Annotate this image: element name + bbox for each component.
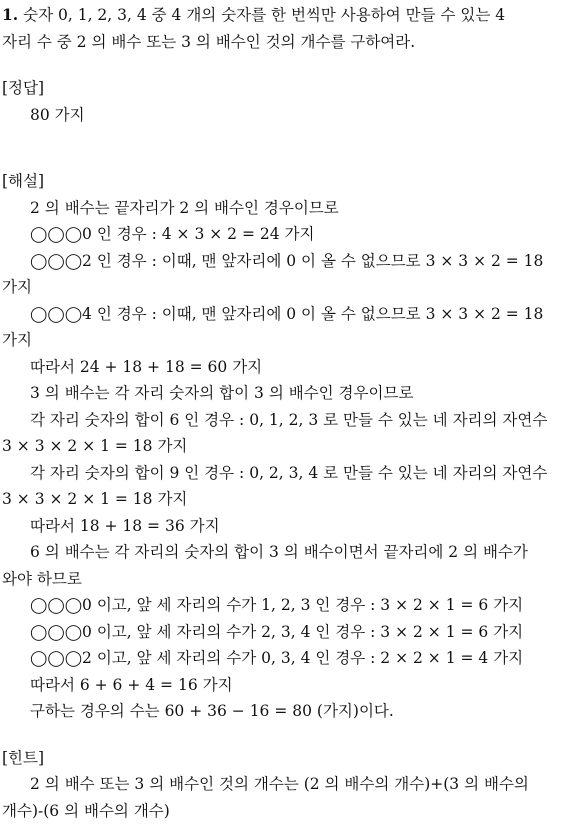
solution-line: 3 의 배수는 각 자리 숫자의 합이 3 의 배수인 경우이므로	[2, 380, 572, 407]
solution-body	[2, 195, 572, 725]
solution-line: 따라서 24 + 18 + 18 = 60 가지	[2, 354, 572, 381]
hint-label: [힌트]	[2, 745, 572, 772]
solution-line: 따라서 6 + 6 + 4 = 16 가지	[2, 672, 572, 699]
solution-line: 2 의 배수는 끝자리가 2 의 배수인 경우이므로	[2, 195, 572, 222]
solution-line: ◯◯◯2 이고, 앞 세 자리의 수가 0, 3, 4 인 경우 : 2 × 2 × 1 = 4 가지	[2, 645, 572, 672]
solution-line: ◯◯◯2 인 경우 : 이때, 맨 앞자리에 0 이 올 수 없으므로 3 × 3 × 2 = 18	[2, 248, 572, 275]
solution-line: 각 자리 숫자의 합이 9 인 경우 : 0, 2, 3, 4 로 만들 수 있는 네 자리의 자연수	[2, 460, 572, 487]
hint-line-2: 개수)-(6 의 배수의 개수)	[2, 798, 572, 824]
solution-line: 가지	[2, 274, 572, 301]
problem-text-1: 숫자 0, 1, 2, 3, 4 중 4 개의 숫자를 한 번씩만 사용하여 만들 수 있는 4	[23, 6, 505, 24]
solution-line: 와야 하므로	[2, 566, 572, 593]
solution-line: ◯◯◯0 인 경우 : 4 × 3 × 2 = 24 가지	[2, 221, 572, 248]
solution-line: 따라서 18 + 18 = 36 가지	[2, 513, 572, 540]
solution-line: ◯◯◯0 이고, 앞 세 자리의 수가 1, 2, 3 인 경우 : 3 × 2 × 1 = 6 가지	[2, 592, 572, 619]
problem-line-1	[2, 0, 572, 29]
solution-line: 6 의 배수는 각 자리의 숫자의 합이 3 의 배수이면서 끝자리에 2 의 배수가	[2, 539, 572, 566]
solution-line: 가지	[2, 327, 572, 354]
solution-line: 3 × 3 × 2 × 1 = 18 가지	[2, 433, 572, 460]
solution-line: 구하는 경우의 수는 60 + 36 − 16 = 80 (가지)이다.	[2, 698, 572, 725]
solution-line: ◯◯◯4 인 경우 : 이때, 맨 앞자리에 0 이 올 수 없으므로 3 × 3 × 2 = 18	[2, 301, 572, 328]
answer-label: [정답]	[2, 75, 572, 102]
solution-line: ◯◯◯0 이고, 앞 세 자리의 수가 2, 3, 4 인 경우 : 3 × 2 × 1 = 6 가지	[2, 619, 572, 646]
solution-label: [해설]	[2, 168, 572, 195]
problem-number: 1.	[2, 5, 18, 24]
problem-line-2: 자리 수 중 2 의 배수 또는 3 의 배수인 것의 개수를 구하여라.	[2, 29, 572, 56]
hint-line-1: 2 의 배수 또는 3 의 배수인 것의 개수는 (2 의 배수의 개수)+(3 의 배수의	[2, 771, 572, 798]
answer-value: 80 가지	[2, 102, 572, 129]
solution-line: 3 × 3 × 2 × 1 = 18 가지	[2, 486, 572, 513]
solution-line: 각 자리 숫자의 합이 6 인 경우 : 0, 1, 2, 3 로 만들 수 있는 네 자리의 자연수	[2, 407, 572, 434]
